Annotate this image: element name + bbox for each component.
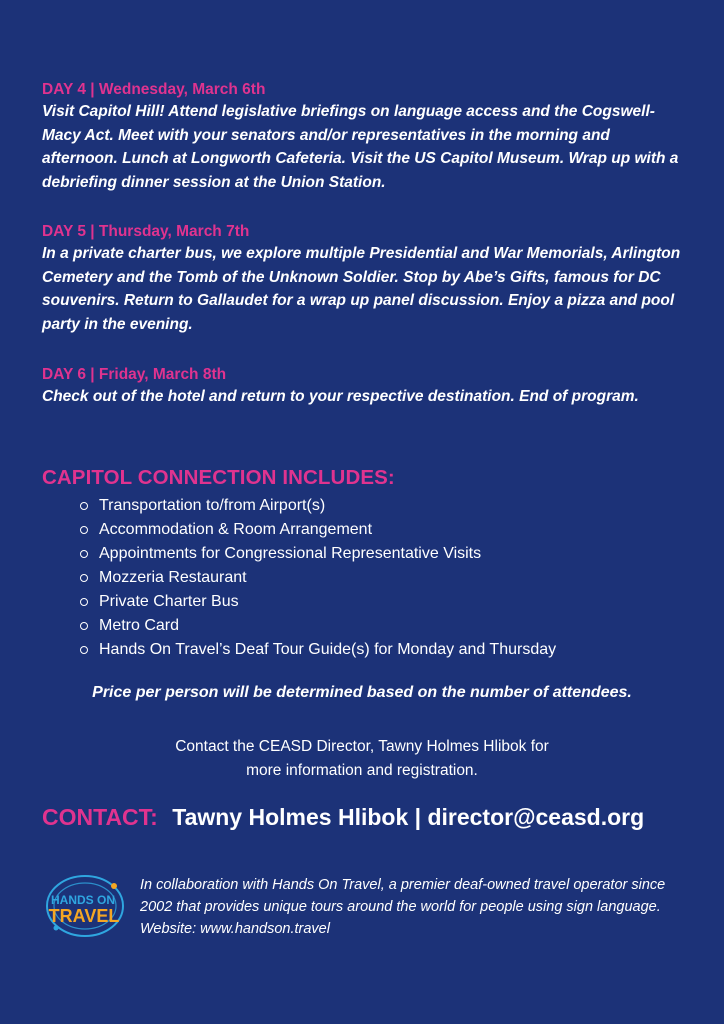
list-item xyxy=(80,518,556,542)
logo-text-line-2: TRAVEL xyxy=(48,906,120,926)
circle-bullet-icon xyxy=(80,598,88,606)
list-item xyxy=(80,494,556,518)
collaboration-note: In collaboration with Hands On Travel, a premier deaf-owned travel operator since 2002 that provides unique tours around the world for people using sign language. Website: www.handson.travel xyxy=(140,877,666,937)
contact-label: CONTACT: xyxy=(42,804,158,830)
list-item xyxy=(80,638,556,662)
list-item-label: Accommodation & Room Arrangement xyxy=(99,521,373,538)
list-item xyxy=(80,566,556,590)
day-5-description: In a private charter bus, we explore multiple Presidential and War Memorials, Arlington Cemetery and the Tomb of the Unknown Soldier. Stop by Abe’s Gifts, famous for DC souvenirs. Return to Gallaudet for a wrap up panel discussion. Enjoy a pizza and pool party in the evening. xyxy=(42,245,681,333)
day-5-section xyxy=(42,222,682,336)
day-5-title: DAY 5 | Thursday, March 7th xyxy=(42,223,250,240)
contact-note xyxy=(0,735,724,782)
list-item xyxy=(80,542,556,566)
hands-on-travel-logo xyxy=(40,872,126,940)
contact-note-line-2: more information and registration. xyxy=(246,761,478,779)
list-item xyxy=(80,614,556,638)
list-item-label: Hands On Travel’s Deaf Tour Guide(s) for Monday and Thursday xyxy=(99,641,557,658)
circle-bullet-icon xyxy=(80,574,88,582)
circle-bullet-icon xyxy=(80,646,88,654)
day-6-title: DAY 6 | Friday, March 8th xyxy=(42,366,227,383)
list-item-label: Private Charter Bus xyxy=(99,593,239,610)
day-6-section xyxy=(42,365,682,409)
contact-note-line-1: Contact the CEASD Director, Tawny Holmes Hlibok for xyxy=(175,738,549,755)
day-4-description: Visit Capitol Hill! Attend legislative briefings on language access and the Cogswell-Macy Act. Meet with your senators and/or representatives in the morning and afternoon. Lunch at Longworth Cafeteria. Visit the US Capitol Museum. Wrap up with a debriefing dinner session at the Union Station. xyxy=(42,103,679,191)
price-note: Price per person will be determined based on the number of attendees. xyxy=(92,684,632,701)
logo-text-line-1: HANDS ON xyxy=(50,893,116,907)
list-item-label: Appointments for Congressional Representative Visits xyxy=(99,545,482,562)
list-item-label: Transportation to/from Airport(s) xyxy=(99,497,326,514)
includes-heading: CAPITOL CONNECTION INCLUDES: xyxy=(42,466,395,489)
includes-list xyxy=(80,494,556,662)
contact-value: Tawny Holmes Hlibok | director@ceasd.org xyxy=(172,804,645,830)
list-item xyxy=(80,590,556,614)
logo-dot-icon xyxy=(54,926,59,931)
contact-line xyxy=(42,804,644,831)
circle-bullet-icon xyxy=(80,526,88,534)
circle-bullet-icon xyxy=(80,550,88,558)
day-4-section xyxy=(42,80,682,194)
logo-dot-icon xyxy=(111,883,117,889)
circle-bullet-icon xyxy=(80,622,88,630)
day-4-title: DAY 4 | Wednesday, March 6th xyxy=(42,81,266,98)
list-item-label: Mozzeria Restaurant xyxy=(99,569,247,586)
circle-bullet-icon xyxy=(80,502,88,510)
day-6-description: Check out of the hotel and return to your respective destination. End of program. xyxy=(42,388,639,405)
list-item-label: Metro Card xyxy=(99,617,180,634)
